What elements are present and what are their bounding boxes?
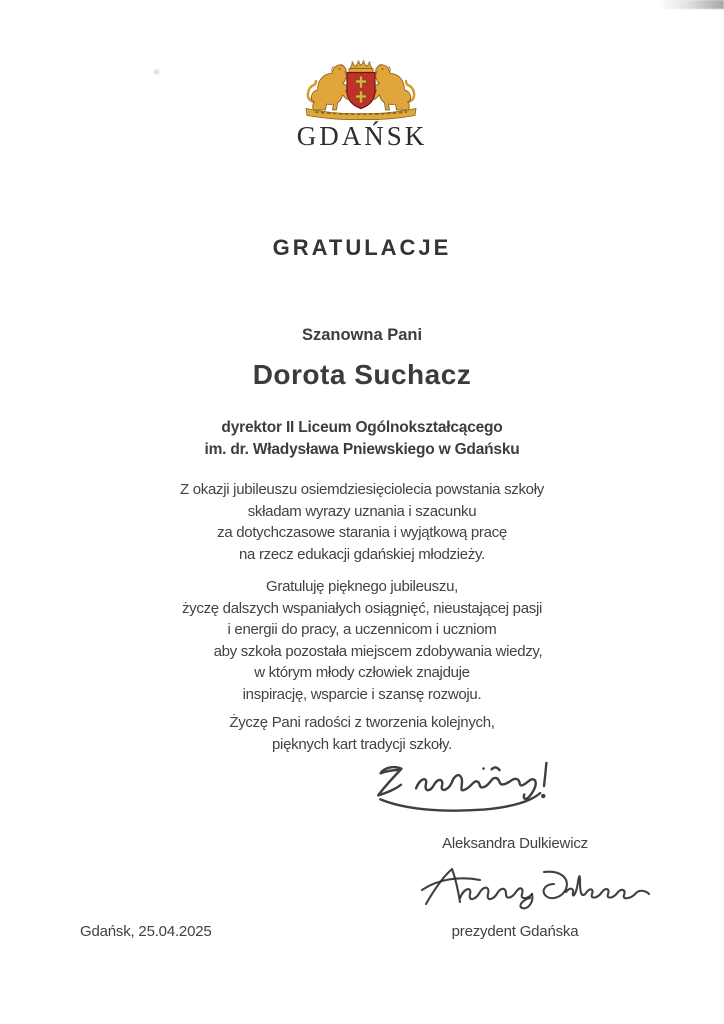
signer-title: prezydent Gdańska [451, 923, 579, 940]
paragraph-3: Życzę Pani radości z tworzenia kolejnych, pięknych kart tradycji szkoły. [229, 714, 495, 753]
recipient-name: Dorota Suchacz [252, 359, 472, 390]
recipient-role: dyrektor II Liceum Ogólnokształcącego im. dr. Władysława Pniewskiego w Gdańsku [204, 419, 520, 458]
paragraph-1: Z okazji jubileuszu osiemdziesięciolecia powstania szkoły składam wyrazy uznania i szacunku za dotychczasowe starania i wyjątkową pracę na rzecz edukacji gdańskiej młodzieży. [180, 481, 544, 563]
gdansk-wordmark: GDAŃSK [296, 121, 428, 151]
salutation: Szanowna Pani [301, 326, 423, 344]
paragraph-2: Gratuluję pięknego jubileuszu, życzę dalszych wspaniałych osiągnięć, nieustającej pasji i energii do pracy, a uczennicom i uczniom aby szkoła pozostała miejscem zdobywania wiedzy, w którym młody człowiek znajduje inspirację, wsparcie i szansę rozwoju. [181, 578, 543, 703]
signature-autograph-icon [420, 864, 655, 912]
letter-title: GRATULACJE [272, 235, 452, 260]
gdansk-coat-of-arms-icon [301, 60, 421, 120]
signer-name: Aleksandra Dulkiewicz [442, 835, 588, 852]
scan-speck-artifact [152, 68, 161, 76]
handwritten-note [367, 754, 568, 817]
place-date: Gdańsk, 25.04.2025 [80, 923, 212, 940]
scan-shadow-artifact [654, 0, 724, 9]
